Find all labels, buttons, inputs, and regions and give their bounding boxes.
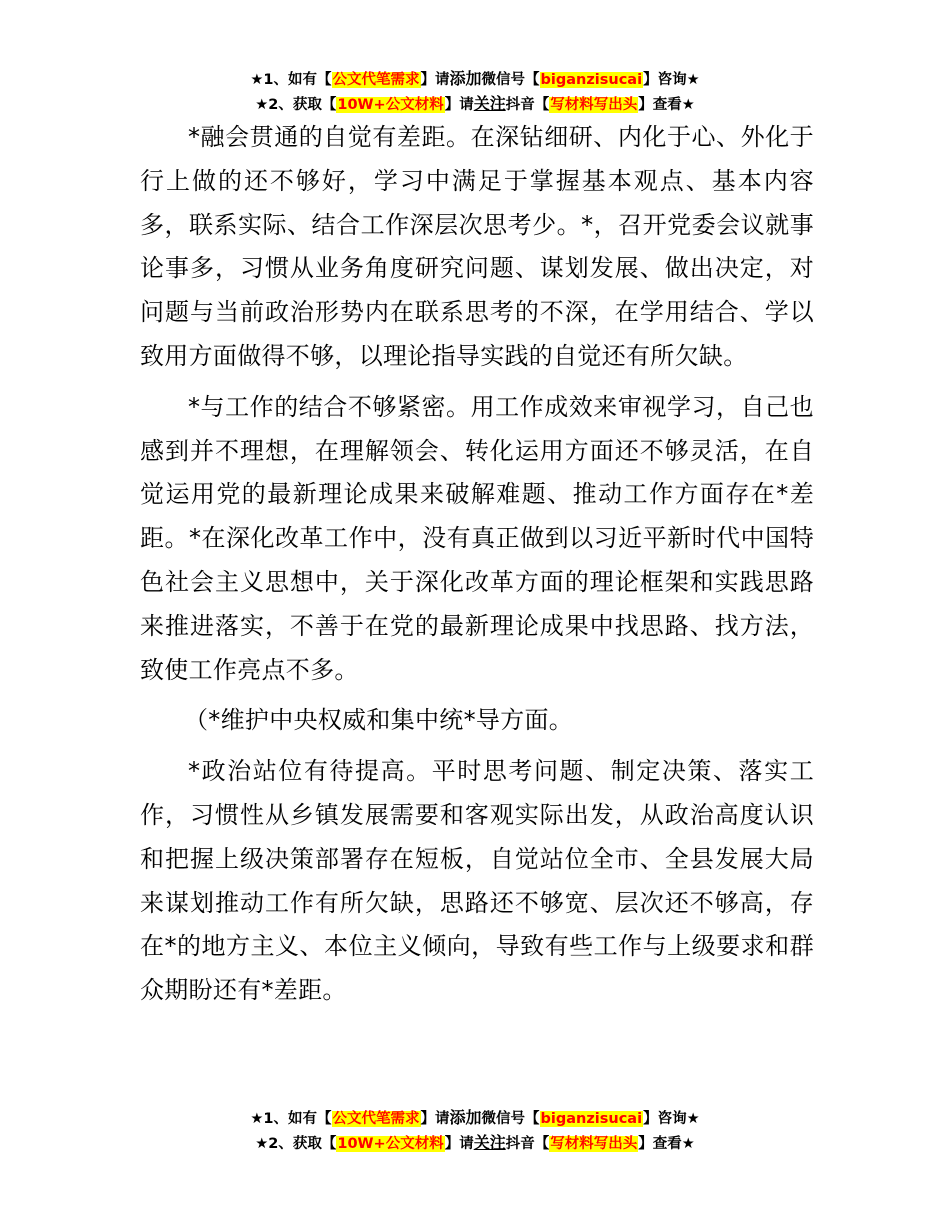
header-line-2: ★2、获取【10W+公文材料】请关注抖音【写材料写出头】查看★ <box>255 94 695 113</box>
header-highlight: 公文代笔需求 <box>332 72 420 88</box>
footer-line-2: ★2、获取【10W+公文材料】请关注抖音【写材料写出头】查看★ <box>255 1133 695 1152</box>
document-body <box>140 116 814 1013</box>
header-line-1: ★1、如有【公文代笔需求】请添加微信号【biganzisucai】咨询★ <box>250 69 700 88</box>
footer-wechat-id: biganzisucai <box>540 1111 643 1127</box>
footer-highlight: 10W+公文材料 <box>337 1136 444 1152</box>
paragraph: *政治站位有待提高。平时思考问题、制定决策、落实工作，习惯性从乡镇发展需要和客观实际出发，从政治高度认识和把握上级决策部署存在短板，自觉站位全市、全县发展大局来谋划推动工作有所欠缺，思路还不够宽、层次还不够高，存在*的地方主义、本位主义倾向，导致有些工作与上级要求和群众期盼还有*差距。 <box>140 757 814 1005</box>
paragraph: *融会贯通的自觉有差距。在深钻细研、内化于心、外化于行上做的还不够好，学习中满足于掌握基本观点、基本内容多，联系实际、结合工作深层次思考少。*，召开党委会议就事论事多，习惯从业务角度研究问题、谋划发展、做出决定，对问题与当前政治形势内在联系思考的不深，在学用结合、学以致用方面做得不够，以理论指导实践的自觉还有所欠缺。 <box>140 123 814 370</box>
footer-douyin-name: 写材料写出头 <box>550 1136 638 1152</box>
header-wechat-id: biganzisucai <box>540 72 643 88</box>
header-douyin-name: 写材料写出头 <box>550 97 638 113</box>
section-heading: （*维护中央权威和集中统*导方面。 <box>184 706 574 735</box>
footer-line-1: ★1、如有【公文代笔需求】请添加微信号【biganzisucai】咨询★ <box>250 1108 700 1127</box>
header-highlight: 10W+公文材料 <box>337 97 444 113</box>
footer-highlight: 公文代笔需求 <box>332 1111 420 1127</box>
paragraph: *与工作的结合不够紧密。用工作成效来审视学习，自己也感到并不理想，在理解领会、转化运用方面还不够灵活，在自觉运用党的最新理论成果来破解难题、推动工作方面存在*差距。*在深化改革工作中，没有真正做到以习近平新时代中国特色社会主义思想中，关于深化改革方面的理论框架和实践思路来推进落实，不善于在党的最新理论成果中找思路、找方法，致使工作亮点不多。 <box>140 392 814 684</box>
header-banner <box>0 67 950 117</box>
footer-banner <box>0 1106 950 1156</box>
